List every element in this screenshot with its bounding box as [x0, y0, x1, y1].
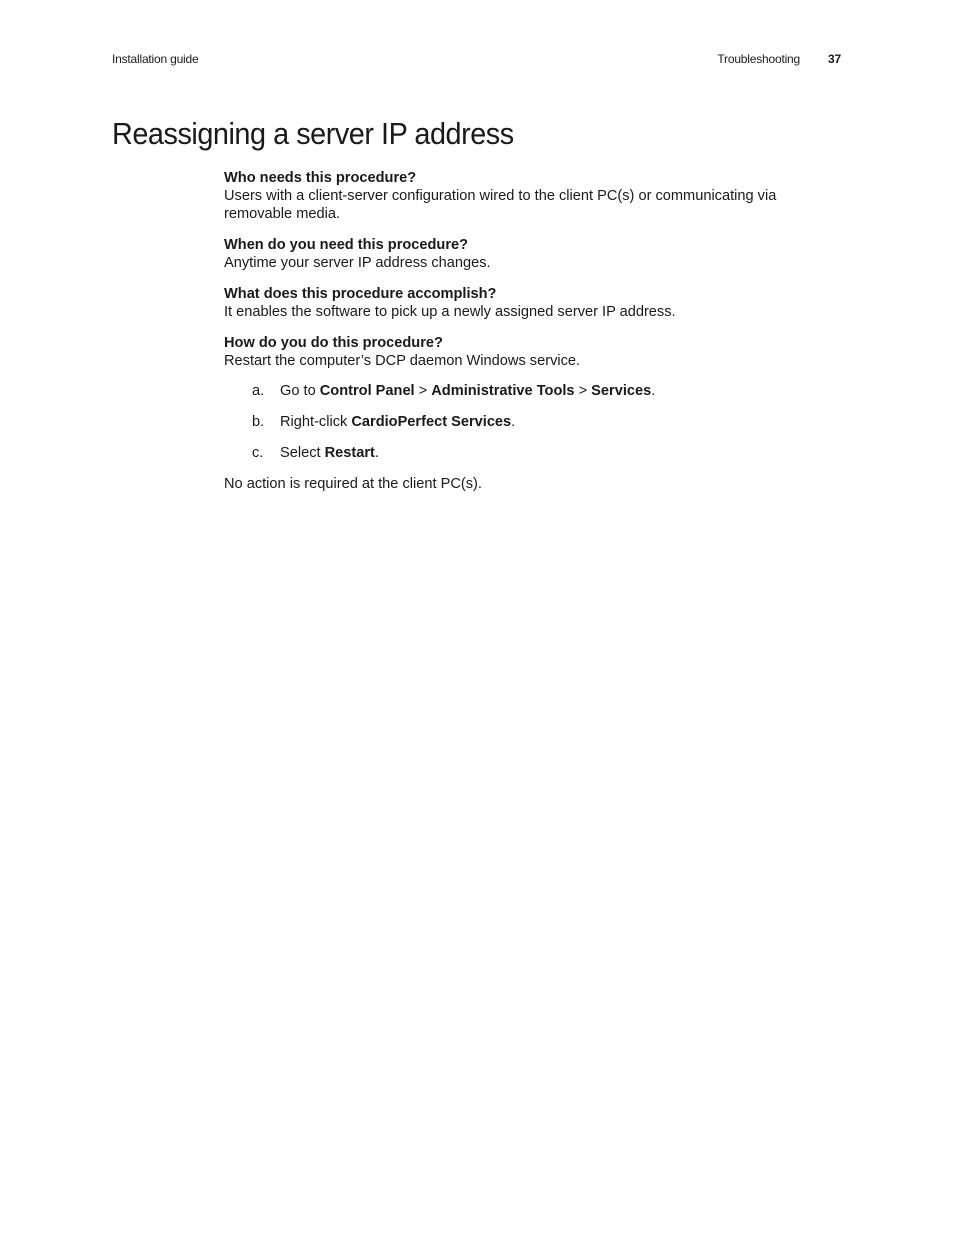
qa-answer: Restart the computer’s DCP daemon Windows service.: [224, 353, 581, 369]
step-end: .: [374, 445, 379, 461]
section-name: Troubleshooting: [717, 52, 800, 66]
qa-how-to: [224, 334, 824, 370]
ui-path-services: Services: [591, 383, 652, 399]
page-title: Reassigning a server IP address: [112, 116, 514, 151]
qa-question: How do you do this procedure?: [224, 335, 443, 351]
qa-when-needed: [224, 236, 824, 272]
step-a: [224, 382, 824, 400]
ui-restart: Restart: [324, 445, 375, 461]
qa-question: Who needs this procedure?: [224, 170, 417, 186]
step-c: [224, 444, 824, 462]
closing-note: No action is required at the client PC(s).: [224, 476, 482, 492]
step-end: .: [511, 414, 516, 430]
step-text: Go to: [280, 383, 320, 399]
step-text: Select: [280, 445, 325, 461]
qa-what-accomplished: [224, 285, 824, 321]
document-name: Installation guide: [112, 52, 199, 66]
step-marker: b.: [252, 414, 265, 430]
running-header: [112, 52, 842, 70]
path-separator: >: [414, 383, 432, 399]
step-marker: c.: [252, 445, 264, 461]
step-end: .: [651, 383, 656, 399]
qa-answer: Anytime your server IP address changes.: [224, 255, 491, 271]
qa-question: What does this procedure accomplish?: [224, 286, 497, 302]
qa-answer: Users with a client-server configuration wired to the client PC(s) or communicating via removable media.: [224, 188, 777, 222]
procedure-content: [224, 169, 824, 493]
step-marker: a.: [252, 383, 265, 399]
path-separator: >: [574, 383, 592, 399]
procedure-steps: [224, 382, 824, 462]
page-number: 37: [828, 52, 841, 66]
qa-answer: It enables the software to pick up a newly assigned server IP address.: [224, 304, 676, 320]
step-b: [224, 413, 824, 431]
qa-question: When do you need this procedure?: [224, 237, 469, 253]
ui-path-control-panel: Control Panel: [319, 383, 415, 399]
step-text: Right-click: [280, 414, 352, 430]
qa-who-needs: [224, 169, 824, 223]
ui-path-administrative-tools: Administrative Tools: [431, 383, 575, 399]
ui-cardioperfect-services: CardioPerfect Services: [351, 414, 512, 430]
